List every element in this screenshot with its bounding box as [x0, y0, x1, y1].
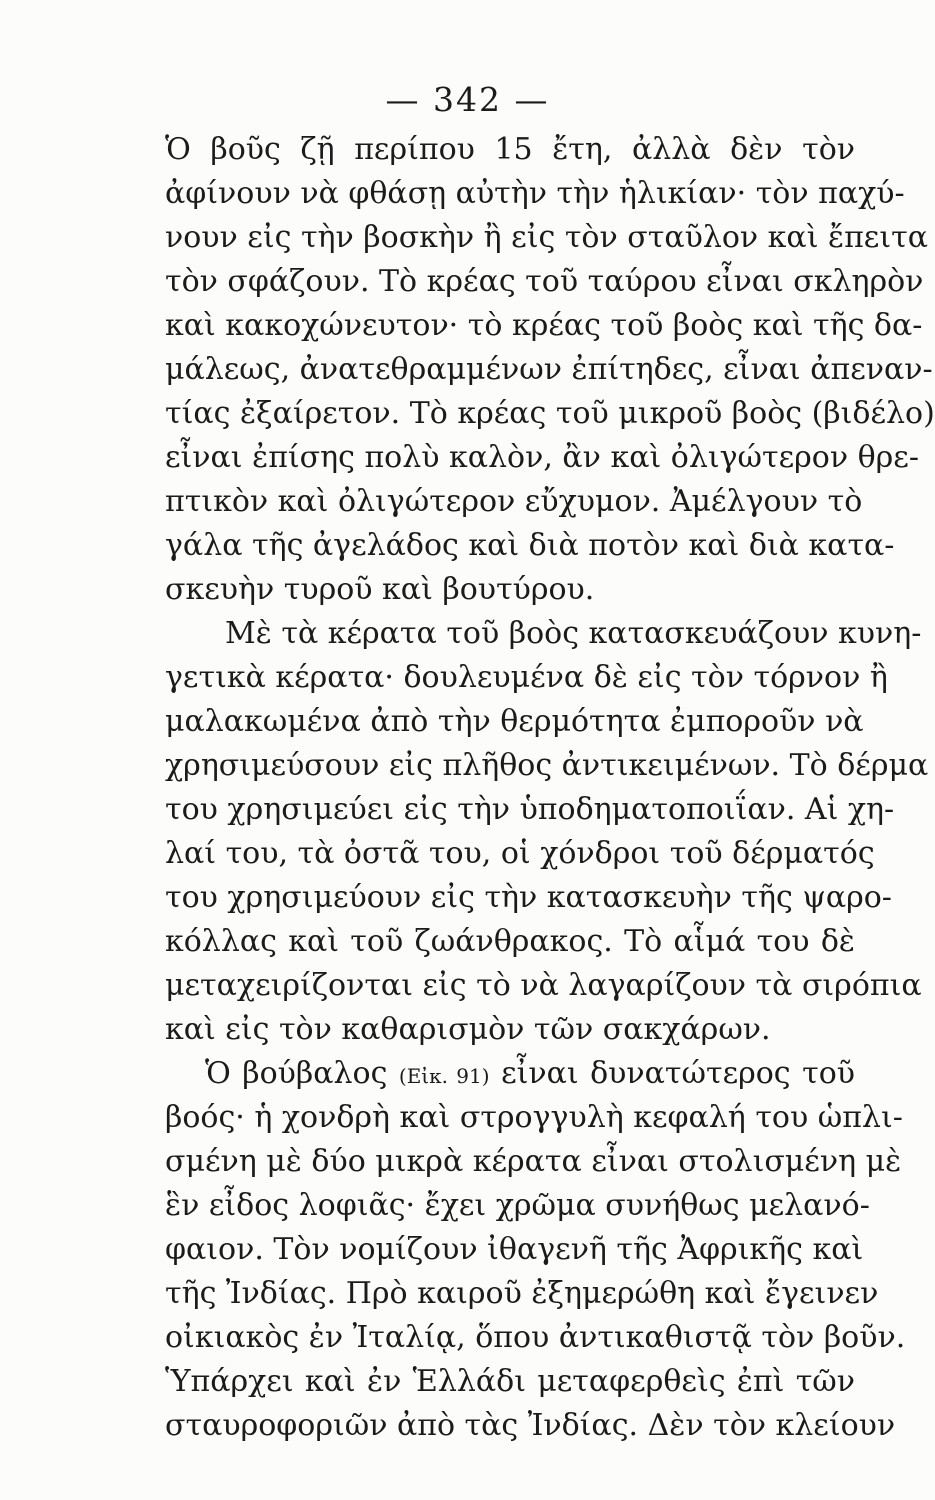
text-line: τίας ἐξαίρετον. Τὸ κρέας τοῦ μικροῦ βοὸς (βιδέλο): [165, 396, 935, 431]
text-line: καὶ κακοχώνευτον· τὸ κρέας τοῦ βοὸς καὶ τῆς δα-: [165, 308, 923, 343]
body-text: [165, 128, 935, 1448]
text-line: βοός· ἡ χονδρὴ καὶ στρογγυλὴ κεφαλή του ὡπλι-: [165, 1100, 903, 1135]
text-line: σταυροφοριῶν ἀπὸ τὰς Ἰνδίας. Δὲν τὸν κλείουν: [165, 1408, 896, 1443]
text-line: κόλλας καὶ τοῦ ζωάνθρακος. Τὸ αἷμά του δὲ: [165, 924, 855, 959]
text-line: τῆς Ἰνδίας. Πρὸ καιροῦ ἐξημερώθη καὶ ἔγεινεν: [165, 1276, 879, 1311]
text-line: οἰκιακὸς ἐν Ἰταλίᾳ, ὅπου ἀντικαθιστᾷ τὸν βοῦν.: [165, 1320, 906, 1355]
figure-reference: (Εἰκ. 91): [398, 1064, 490, 1088]
text-line: σκευὴν τυροῦ καὶ βουτύρου.: [165, 572, 595, 607]
text-line: μάλεως, ἀνατεθραμμένων ἐπίτηδες, εἶναι ἀπεναν-: [165, 352, 933, 387]
text-line: ἓν εἶδος λοφιᾶς· ἔχει χρῶμα συνήθως μελανό-: [165, 1188, 870, 1223]
text-line: του χρησιμεύει εἰς τὴν ὑποδηματοποιΐαν. Αἱ χη-: [165, 792, 895, 827]
text-line: σμένη μὲ δύο μικρὰ κέρατα εἶναι στολισμένη μὲ: [165, 1144, 902, 1179]
text-line: εἶναι ἐπίσης πολὺ καλὸν, ἂν καὶ ὀλιγώτερον θρε-: [165, 440, 919, 475]
text-line: γάλα τῆς ἀγελάδος καὶ διὰ ποτὸν καὶ διὰ κατα-: [165, 528, 895, 563]
text-fragment: Ὁ βούβαλος: [205, 1056, 388, 1091]
text-line: μεταχειρίζονται εἰς τὸ νὰ λαγαρίζουν τὰ σιρόπια: [165, 968, 922, 1003]
text-line: λαί του, τὰ ὀστᾶ του, οἱ χόνδροι τοῦ δέρματός: [165, 836, 875, 871]
text-line: του χρησιμεύουν εἰς τὴν κατασκευὴν τῆς ψαρο-: [165, 880, 892, 915]
text-line: Μὲ τὰ κέρατα τοῦ βοὸς κατασκευάζουν κυνη-: [225, 616, 922, 651]
paragraph-start-line: [165, 1052, 855, 1096]
text-line: νουν εἰς τὴν βοσκὴν ἢ εἰς τὸν σταῦλον καὶ ἔπειτα: [165, 220, 928, 255]
text-line: φαιον. Τὸν νομίζουν ἰθαγενῆ τῆς Ἀφρικῆς καὶ: [165, 1232, 864, 1267]
page-number: — 342 —: [385, 80, 550, 119]
text-line: τὸν σφάζουν. Τὸ κρέας τοῦ ταύρου εἶναι σκληρὸν: [165, 264, 924, 299]
text-line: καὶ εἰς τὸν καθαρισμὸν τῶν σακχάρων.: [165, 1012, 771, 1047]
text-line: πτικὸν καὶ ὀλιγώτερον εὔχυμον. Ἀμέλγουν τὸ: [165, 484, 863, 519]
text-line: ἀφίνουν νὰ φθάσῃ αὐτὴν τὴν ἡλικίαν· τὸν παχύ-: [165, 176, 905, 211]
text-line: μαλακωμένα ἀπὸ τὴν θερμότητα ἐμποροῦν νὰ: [165, 704, 864, 739]
text-line: γετικὰ κέρατα· δουλευμένα δὲ εἰς τὸν τόρνον ἢ: [165, 660, 888, 695]
text-line: Ὑπάρχει καὶ ἐν Ἑλλάδι μεταφερθεὶς ἐπὶ τῶν: [165, 1364, 855, 1399]
text-line: Ὁ βοῦς ζῇ περίπου 15 ἔτη, ἀλλὰ δὲν τὸν: [165, 132, 855, 167]
text-line: χρησιμεύσουν εἰς πλῆθος ἀντικειμένων. Τὸ δέρμα: [165, 748, 929, 783]
text-fragment: εἶναι δυνατώτερος τοῦ: [501, 1056, 855, 1091]
